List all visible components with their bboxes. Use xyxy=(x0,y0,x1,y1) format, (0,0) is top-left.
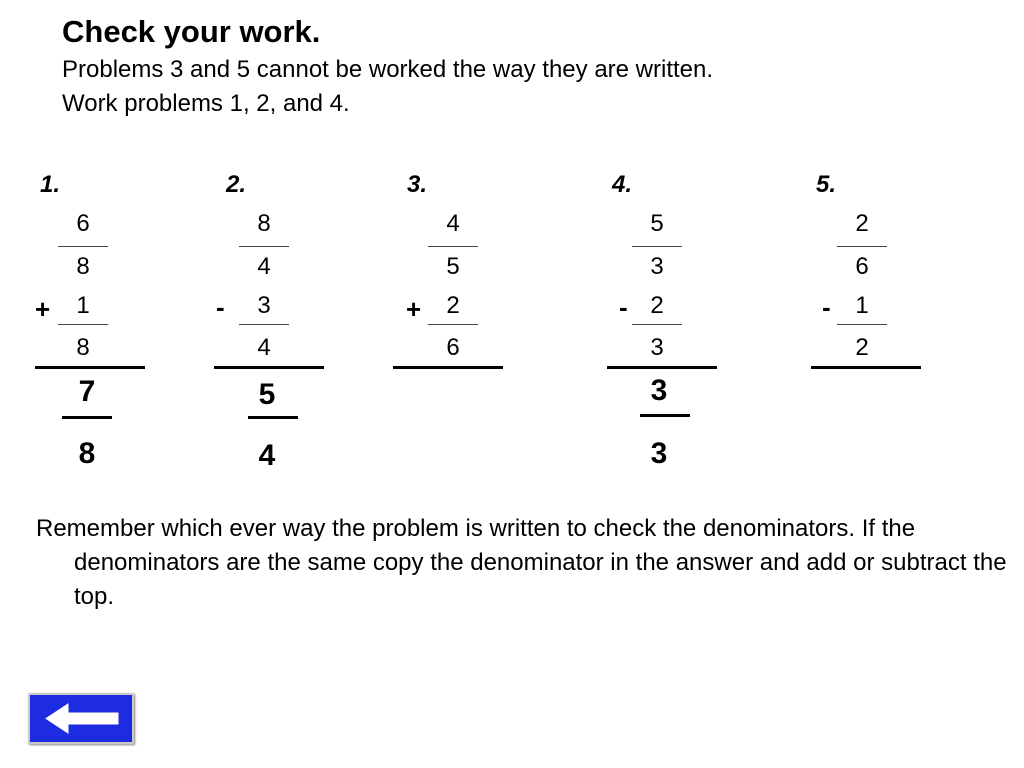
operator-minus: - xyxy=(216,292,225,322)
answer-numerator: 5 xyxy=(258,378,276,411)
fraction-bar xyxy=(239,324,289,325)
answer-denominator: 8 xyxy=(78,437,96,470)
answer-fraction-bar xyxy=(640,414,690,417)
fraction-2-numerator: 1 xyxy=(855,292,869,319)
page-title: Check your work. xyxy=(62,14,321,49)
fraction-bar xyxy=(239,246,289,247)
fraction-1-denominator: 4 xyxy=(257,253,271,280)
fraction-1-numerator: 4 xyxy=(446,210,460,237)
instruction-line-1: Problems 3 and 5 cannot be worked the way they are written. xyxy=(62,56,714,83)
fraction-1-numerator: 5 xyxy=(650,210,664,237)
operator-plus: + xyxy=(35,294,51,324)
sum-line xyxy=(607,366,717,369)
reminder-note: Remember which ever way the problem is written to check the denominators. If the denominators are the same copy the denominator in the answer and add or subtract the top. xyxy=(36,515,1007,610)
sum-line xyxy=(811,366,921,369)
fraction-bar xyxy=(428,246,478,247)
sum-line xyxy=(35,366,145,369)
fraction-2-denominator: 3 xyxy=(650,334,664,361)
fraction-2-denominator: 8 xyxy=(76,334,90,361)
fraction-bar xyxy=(632,324,682,325)
fraction-2-denominator: 2 xyxy=(855,334,869,361)
answer-numerator: 3 xyxy=(650,374,668,407)
fraction-2-numerator: 2 xyxy=(446,292,460,319)
fraction-bar xyxy=(58,246,108,247)
fraction-2-numerator: 1 xyxy=(76,292,90,319)
back-button[interactable] xyxy=(28,693,134,744)
answer-numerator: 7 xyxy=(78,375,96,408)
answer-fraction-bar xyxy=(248,416,298,419)
fraction-1-denominator: 3 xyxy=(650,253,664,280)
fraction-bar xyxy=(632,246,682,247)
left-arrow-icon xyxy=(30,695,132,742)
problem-number: 5. xyxy=(816,171,837,198)
instruction-line-2: Work problems 1, 2, and 4. xyxy=(62,90,350,117)
fraction-1-numerator: 8 xyxy=(257,210,271,237)
fraction-2-numerator: 2 xyxy=(650,292,664,319)
fraction-1-numerator: 2 xyxy=(855,210,869,237)
sum-line xyxy=(214,366,324,369)
answer-denominator: 3 xyxy=(650,437,668,470)
problem-number: 1. xyxy=(40,171,61,198)
operator-minus: - xyxy=(822,292,831,322)
fraction-2-denominator: 4 xyxy=(257,334,271,361)
problem-number: 2. xyxy=(226,171,247,198)
fraction-bar xyxy=(837,324,887,325)
fraction-bar xyxy=(428,324,478,325)
answer-denominator: 4 xyxy=(258,439,276,472)
operator-minus: - xyxy=(619,292,628,322)
fraction-1-denominator: 5 xyxy=(446,253,460,280)
fraction-bar xyxy=(58,324,108,325)
fraction-bar xyxy=(837,246,887,247)
fraction-2-denominator: 6 xyxy=(446,334,460,361)
fraction-1-numerator: 6 xyxy=(76,210,90,237)
operator-plus: + xyxy=(406,294,422,324)
problem-number: 3. xyxy=(407,171,428,198)
fraction-1-denominator: 6 xyxy=(855,253,869,280)
fraction-1-denominator: 8 xyxy=(76,253,90,280)
sum-line xyxy=(393,366,503,369)
problem-number: 4. xyxy=(612,171,633,198)
answer-fraction-bar xyxy=(62,416,112,419)
fraction-2-numerator: 3 xyxy=(257,292,271,319)
